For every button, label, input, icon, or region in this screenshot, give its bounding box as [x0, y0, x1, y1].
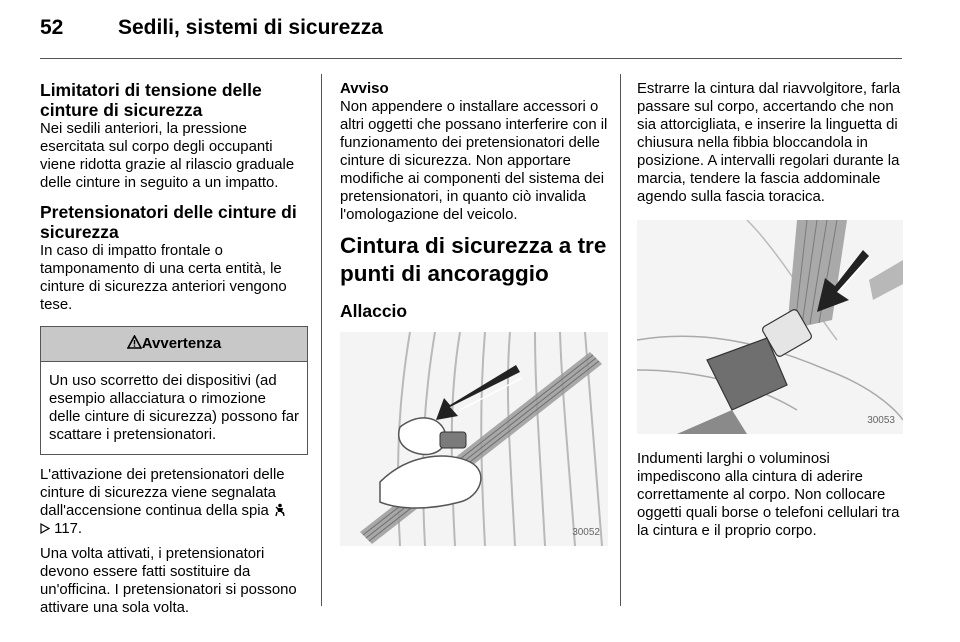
notice-title-text: Avviso [340, 80, 389, 97]
page-header [40, 16, 383, 40]
figure-number-30053: 30053 [867, 415, 895, 426]
column-divider-1 [321, 74, 322, 606]
belt-instructions-text: Estrarre la cintura dal riavvolgitore, farla passare sul corpo, accertando che non sia attorcigliata, e inserire la linguetta di chiusura nella fibbia bloccandola in posizione. A intervalli regolari durante la marcia, tendere la fascia addominale agendo sulla fascia toracica. [637, 81, 901, 205]
notice-title [340, 80, 608, 98]
section-text-load-limiters: Nei sedili anteriori, la pressione esercitata sul corpo degli occupanti viene ridotta grazie al rilascio graduale delle cinture in seguito a un impatto. [40, 121, 295, 191]
section-title-load-limiters: Limitatori di tensione delle cinture di sicurezza [40, 80, 262, 120]
page-number: 52 [40, 16, 64, 39]
page-title: Sedili, sistemi di sicurezza [118, 16, 383, 39]
section-text-pretensioners: In caso di impatto frontale o tamponamento di una certa entità, le cinture di sicurezza anteriori vengono tese. [40, 243, 287, 313]
page-reference: 117. [54, 521, 83, 537]
column-divider-2 [620, 74, 621, 606]
warning-body: Un uso scorretto dei dispositivi (ad esempio allacciatura o rimozione delle cinture di sicurezza) possono far scattare i pretensionatori. [49, 373, 299, 443]
warning-title: Avvertenza [141, 335, 222, 352]
figure-fastening-belt [340, 332, 608, 546]
loose-clothing-text: Indumenti larghi o voluminosi impediscono alla cintura di aderire correttamente al corpo. Non collocare oggetti quali borse o telefoni cellulari tra la cintura e il proprio corpo. [637, 451, 900, 539]
fastening-subtitle: Allaccio [340, 301, 408, 321]
warning-header [41, 327, 307, 362]
notice-text: Non appendere o installare accessori o altri oggetti che possano interferire con il funzionamento dei pretensionatori delle cinture di sicurezza. Non apportare modifiche ai componenti del sistema dei pretensionatori, in quanto ciò invalida l'omologazione del veicolo. [340, 99, 608, 223]
pretensioner-replacement-text: Una volta attivati, i pretensionatori devono essere fatti sostituire da un'officina. I pretensionatori si possono attivare una sola volta. [40, 546, 297, 616]
page-reference-arrow-icon [40, 523, 50, 534]
column-1 [40, 80, 308, 617]
buckle-illustration [637, 220, 903, 434]
warning-box [40, 326, 308, 455]
column-3 [637, 80, 905, 540]
warning-triangle-icon [127, 335, 142, 349]
fastening-illustration [340, 332, 608, 546]
figure-number-30052: 30052 [572, 527, 600, 538]
section-title-pretensioners: Pretensionatori delle cinture di sicurezza [40, 202, 297, 242]
three-point-belt-title: Cintura di sicurezza a tre punti di ancoraggio [340, 233, 607, 286]
column-2 [340, 80, 608, 546]
pretensioner-activation-text [40, 466, 308, 538]
header-divider [40, 58, 902, 59]
figure-buckle-insertion [637, 220, 903, 434]
activation-text: L'attivazione dei pretensionatori delle cinture di sicurezza viene segnalata dall'accensione continua della spia [40, 467, 285, 519]
seatbelt-warning-lamp-icon [273, 503, 287, 517]
